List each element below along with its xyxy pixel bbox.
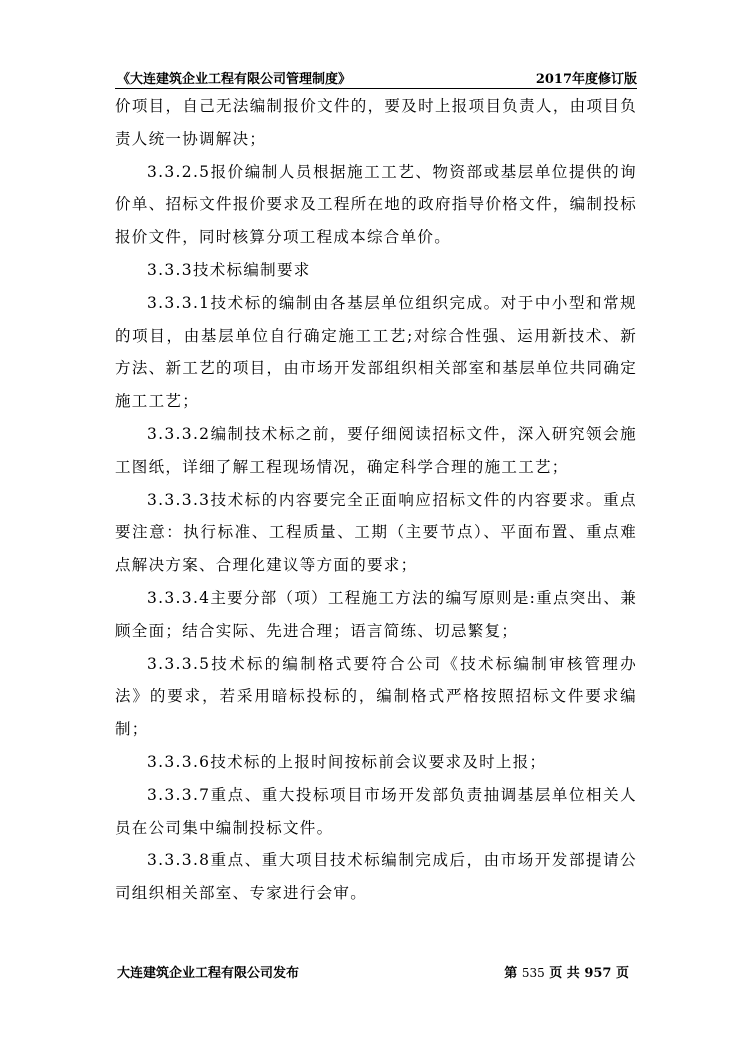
paragraph: 3.3.3.4主要分部（项）工程施工方法的编写原则是:重点突出、兼顾全面；结合实际、先进合理；语言简练、切忌繁复； — [115, 588, 637, 640]
paragraph: 3.3.3.3技术标的内容要完全正面响应招标文件的内容要求。重点要注意：执行标准、工程质量、工期（主要节点）、平面布置、重点难点解决方案、合理化建议等方面的要求； — [115, 490, 637, 575]
page-number: 535 — [521, 966, 545, 980]
page-header — [115, 66, 637, 89]
page-suffix: 页 — [615, 966, 629, 981]
document-body — [115, 90, 637, 910]
total-pages: 957 — [584, 966, 612, 981]
paragraph: 3.3.3.2编制技术标之前，要仔细阅读招标文件，深入研究领会施工图纸，详细了解工程现场情况，确定科学合理的施工工艺； — [115, 424, 637, 476]
paragraph: 3.3.3.8重点、重大项目技术标编制完成后，由市场开发部提请公司组织相关部室、专家进行会审。 — [115, 851, 637, 903]
paragraph: 3.3.2.5报价编制人员根据施工工艺、物资部或基层单位提供的询价单、招标文件报价要求及工程所在地的政府指导价格文件，编制投标报价文件，同时核算分项工程成本综合单价。 — [115, 162, 637, 247]
page-footer — [115, 962, 637, 982]
paragraph: 3.3.3.5技术标的编制格式要符合公司《技术标编制审核管理办法》的要求，若采用暗标投标的，编制格式严格按照招标文件要求编制； — [115, 654, 637, 739]
footer-publisher: 大连建筑企业工程有限公司发布 — [117, 966, 300, 981]
paragraph: 3.3.3.6技术标的上报时间按标前会议要求及时上报； — [147, 752, 547, 771]
paragraph: 价项目，自己无法编制报价文件的，要及时上报项目负责人，由项目负责人统一协调解决； — [115, 97, 637, 148]
header-edition: 2017年度修订版 — [535, 72, 637, 87]
page-counter — [504, 962, 629, 981]
paragraph: 3.3.3.7重点、重大投标项目市场开发部负责抽调基层单位相关人员在公司集中编制投标文件。 — [115, 785, 637, 837]
paragraph: 3.3.3.1技术标的编制由各基层单位组织完成。对于中小型和常规的项目，由基层单位自行确定施工工艺;对综合性强、运用新技术、新方法、新工艺的项目，由市场开发部组织相关部室和基层单位共同确定施工工艺； — [115, 293, 637, 411]
page-prefix: 第 — [504, 966, 518, 981]
page-mid: 页 共 — [549, 966, 580, 981]
header-title: 《大连建筑企业工程有限公司管理制度》 — [117, 72, 352, 87]
section-heading: 3.3.3技术标编制要求 — [147, 260, 311, 279]
